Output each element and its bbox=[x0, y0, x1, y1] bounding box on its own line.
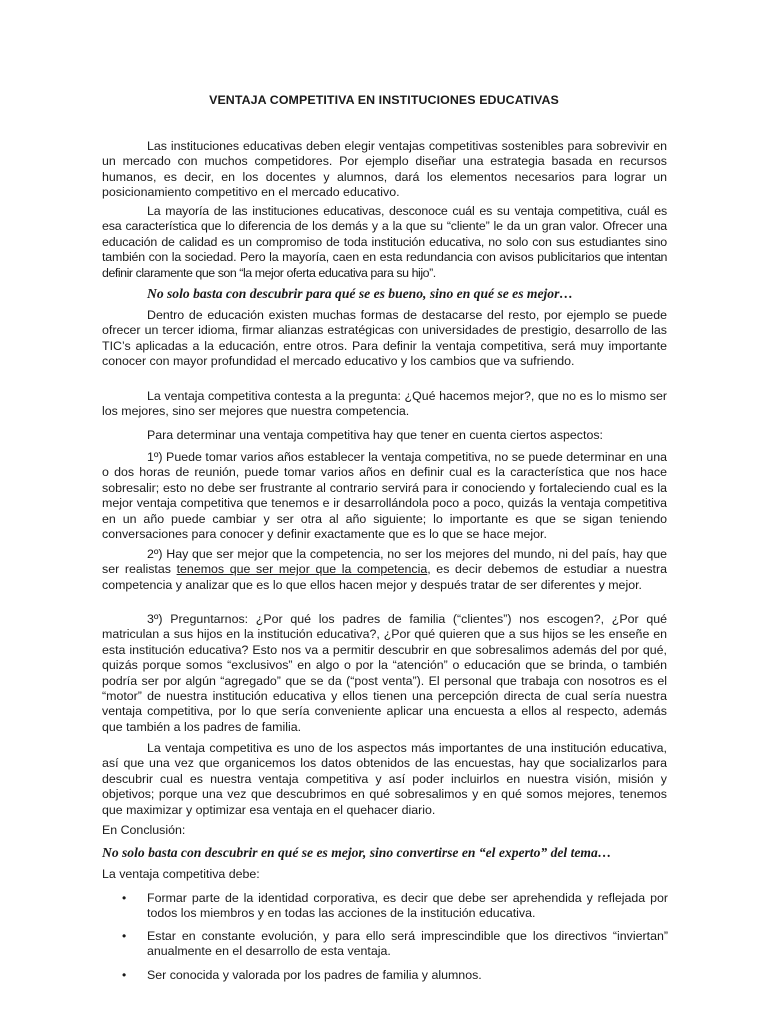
paragraph-majority-tail: que intentan definir claramente que son “la mejor oferta educativa para su hijo”. bbox=[102, 250, 667, 280]
paragraph-question: La ventaja competitiva contesta a la pregunta: ¿Qué hacemos mejor?, que no es lo mismo ser los mejores, sino ser mejores que nuestra competencia. bbox=[102, 389, 667, 419]
paragraph-importance: La ventaja competitiva es uno de los aspectos más importantes de una institución educativa, así que una vez que organicemos los datos obtenidos de las encuestas, hay que socializarlos para descubrir cual es nuestra ventaja competitiva y así poder incluirlos en nuestra visión, misión y objetivos; porque una vez que descubrimos en qué sobresalimos y en qué somos mejores, tenemos que maximizar y optimizar esa ventaja en el quehacer diario. bbox=[102, 741, 667, 817]
paragraph-majority bbox=[102, 204, 667, 281]
paragraph-aspects-intro: Para determinar una ventaja competitiva hay que tener en cuenta ciertos aspectos: bbox=[147, 428, 603, 442]
bullet-text: Formar parte de la identidad corporativa, es decir que debe ser aprehendida y reflejada por todos los miembros y en todas las acciones de la institución educativa. bbox=[147, 891, 668, 921]
paragraph-aspect-1: 1º) Puede tomar varios años establecer la ventaja competitiva, no se puede determinar en una o dos horas de reunión, puede tomar varios años en definir cual es la característica que nos hace sobresalir; esto no debe ser frustrante al contrario servirá para ir conociendo y fortaleciendo cual es la mejor ventaja competitiva que tenemos e ir desarrollándola poco a poco, quizás la ventaja competitiva en un año puede cambiar y ser otra al año siguiente; lo importante es que se sigan teniendo conversaciones para conocer y definir exactamente que es lo que se hace mejor. bbox=[102, 450, 667, 542]
paragraph-aspect-2-b: , es decir debemos de estudiar a nuestra competencia y analizar que es lo que ellos hacen mejor y después tratar de ser diferentes y mejor. bbox=[102, 562, 667, 592]
conclusion-label: En Conclusión: bbox=[102, 823, 186, 837]
paragraph-education-options: Dentro de educación existen muchas formas de destacarse del resto, por ejemplo se puede ofrecer un tercer idioma, firmar alianzas estratégicas con universidades de prestigio, desarrollo de las TIC’s aplicadas a la educación, entre otros. Para definir la ventaja competitiva, será muy importante conocer con mayor profundidad el mercado educativo y los cambios que va sufriendo. bbox=[102, 308, 667, 369]
emphasis-heading-1: No solo basta con descubrir para qué se es bueno, sino en qué se es mejor… bbox=[147, 286, 573, 301]
bullet-text: Ser conocida y valorada por los padres de familia y alumnos. bbox=[147, 968, 482, 982]
emphasis-heading-2: No solo basta con descubrir en qué se es mejor, sino convertirse en “el experto” del tema… bbox=[102, 845, 612, 860]
bullet-text: Estar en constante evolución, y para ello será imprescindible que los directivos “inviertan” anualmente en el desarrollo de esta ventaja. bbox=[147, 929, 668, 959]
paragraph-aspect-2-a: 2º) Hay que ser mejor que la competencia, no ser los mejores del mundo, ni del país, hay que ser realistas bbox=[102, 547, 667, 577]
paragraph-majority-main: La mayoría de las instituciones educativas, desconoce cuál es su ventaja competitiva, cuál es esa característica que lo diferencia de los demás y a la que su “cliente” le da un gran valor. Ofrecer una educación de calidad es un compromiso de toda institución educativa, no solo con sus estudiantes sino también con la sociedad. Pero la mayoría, caen en esta redundancia con avisos publicitarios bbox=[102, 204, 667, 265]
document-title: VENTAJA COMPETITIVA EN INSTITUCIONES EDUCATIVAS bbox=[209, 93, 559, 107]
bullet-icon: • bbox=[122, 891, 127, 905]
paragraph-aspect-2 bbox=[102, 547, 667, 593]
bullet-icon: • bbox=[122, 968, 127, 982]
paragraph-intro: Las instituciones educativas deben elegir ventajas competitivas sostenibles para sobrevivir en un mercado con muchos competidores. Por ejemplo diseñar una estrategia basada en recursos humanos, es decir, en los docentes y alumnos, dará los elementos necesarios para lograr un posicionamiento competitivo en el mercado educativo. bbox=[102, 139, 667, 200]
list-intro: La ventaja competitiva debe: bbox=[102, 867, 260, 881]
paragraph-aspect-3: 3º) Preguntarnos: ¿Por qué los padres de familia (“clientes”) nos escogen?, ¿Por qué matriculan a sus hijos en la institución educativa?, ¿Por qué quieren que a sus hijos se les enseñe en esta institución educativa? Esto nos va a permitir descubrir en que sobresalimos además del por qué, quizás porque somos “exclusivos” en algo o por la “atención” o educación que se brinda, o también podría ser por algún “agregado” que se da (“post venta”). El personal que trabaja con nosotros es el “motor” de nuestra institución educativa y ellos tienen una percepción directa de cual sería nuestra ventaja competitiva, por lo que sería conveniente aplicar una encuesta a ellos al respecto, además que también a los padres de familia. bbox=[102, 612, 667, 734]
underlined-phrase: tenemos que ser mejor que la competencia bbox=[176, 562, 428, 577]
bullet-icon: • bbox=[122, 929, 127, 943]
